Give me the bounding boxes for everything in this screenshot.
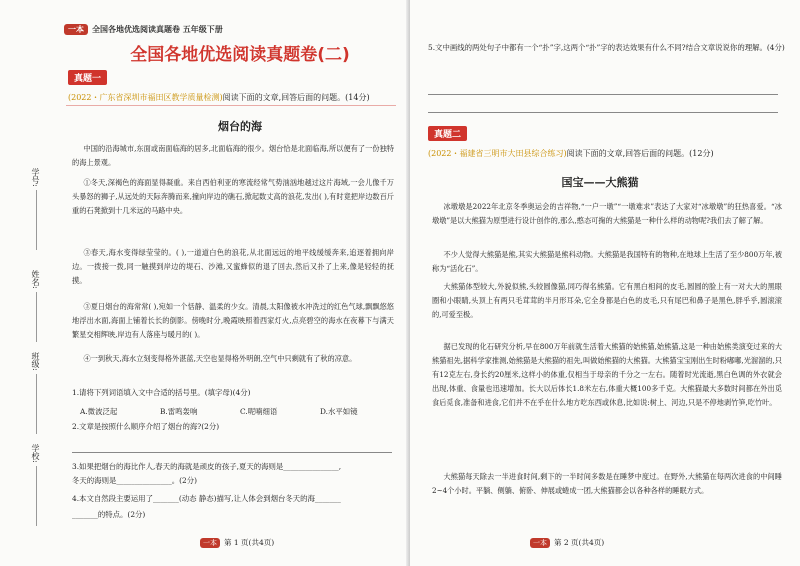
question-1: 1.请将下列词语填入文中合适的括号里。(填字母)(4分) [72,388,251,397]
paragraph-4: ③夏日烟台的海常常( ),宛如一个恬静、温柔的少女。清晨,太阳像被水冲洗过的红色气球,飘飘悠悠地浮出水面,海面上铺着长长的倒影。傍晚时分,晚霞映照着西家灯火,点亮碧空的海水在夜幕下与满天繁星交相辉映,岸边有人落座与暖月的( )。 [72,302,394,339]
answer-line-5a[interactable] [428,94,778,95]
paragraph-1: 中国的沿海城市,东面或南面临海的居多,北面临海的很少。烟台恰是北面临海,所以便有了一份独特的海上景观。 [72,144,394,167]
page-title: 全国各地优选阅读真题卷(二) [130,45,350,65]
school-label: 学校: [31,444,40,463]
article-heading-2: 国宝——大熊猫 [561,176,639,189]
option-c: C.呢喃细语 [240,407,278,416]
option-a: A.微波泛起 [80,407,118,416]
article-heading-1: 烟台的海 [218,120,262,133]
source-1: (2022・广东省深圳市福田区教学质量检测) [68,93,223,102]
paragraph-3: ③春天,海水变得绿莹莹的。( ),一道道白色的浪花,从北面远远的地平线缓缓奔来,追逐着拥向岸边。一拨接一拨,同一触摸到岸边的堤石、沙滩,又蜜蜂似的退了回去,然后又扑了上来,像是轻轻的抚摸。 [72,248,394,285]
name-label: 姓名: [31,270,40,289]
question-5: 5.文中画线的两处句子中都有一个“扑”字,这两个“扑”字的表达效果有什么不同?结合文章说说你的理解。(4分) [428,43,785,52]
question-4-cont: _______的特点。(2分) [72,510,146,519]
paragraph-r2: 不少人觉得大熊猫是熊,其实大熊猫是熊科动物。大熊猫是我国特有的物种,在地球上生活了至少800万年,被称为“活化石”。 [432,250,782,273]
name-line[interactable] [36,292,37,342]
question-3: 3.如果把烟台的海比作人,春天的海就是顽皮的孩子,夏天的海则是_______________, [72,462,342,471]
question-2: 2.文章是按照什么顺序介绍了烟台的海?(2分) [72,422,220,431]
paragraph-5: ④一到秋天,海水立刻变得格外湛蓝,天空也显得格外明朗,空气中只剩就有了秋的凉意。 [83,354,357,363]
header-bar [64,24,223,35]
answer-line-2[interactable] [72,452,392,453]
brand-logo: 一本 [64,24,88,35]
instruction-1: 阅读下面的文章,回答后面的问题。(14分) [222,93,370,102]
class-line[interactable] [36,374,37,434]
source-line-1 [68,92,398,103]
section-badge-1: 真题一 [68,70,107,85]
paragraph-r3: 大熊猫体型较大,外貌似熊,头较圆像猫,同巧得名熊猫。它有黑白相间的皮毛,圆圆的脸上有一对大大的黑眼圈和小眼睛,头顶上有两只毛茸茸的半月形耳朵,它全身都是白色的皮毛,只有尾巴和鼻子是黑色,胖乎乎,圆滚滚的,可爱至极。 [432,282,782,319]
footer-1 [200,537,274,548]
section-badge-2: 真题二 [428,126,467,141]
footer-logo-2: 一本 [530,538,550,548]
option-b: B.雷鸣轰响 [160,407,198,416]
question-4: 4.本文自然段主要运用了_______(动态 静态)描写,让人体会到烟台冬天的海_______ [72,494,341,503]
question-3-cont: 冬天的海则是_______________。(2分) [72,476,198,485]
paragraph-r4: 据已发现的化石研究分析,早在800万年前就生活着大熊猫的始熊猫,始熊猫,这是一种由始熊类演变过来的大熊猫祖先,据科学家推测,始熊猫是大熊猫的祖先,叫做始熊猫的大熊猫。大熊猫宝宝刚出生时粉嘟嘟,光溜溜的,只有12克左右,身长约20厘米,这样小的体重,仅相当于母亲的千分之一左右。随着时光流逝,黑白色调的外衣就会出现,体重、食量也迅速增加。长大以后体长1.8米左右,体重大概100多千克。大熊猫最大多数时间都在外出觅食后觅食,准备和进食,它们并不在乎在什么地方吃东西或休息,比如说:树上、河边,只是不停地剥竹笋,吃竹叶。 [432,342,782,407]
student-id-label: 学号: [31,168,40,187]
answer-line-5b[interactable] [428,112,778,113]
paragraph-r5: 大熊猫每天除去一半进食时间,剩下的一半时间多数是在睡梦中度过。在野外,大熊猫在每两次进食的中间睡2~4个小时。平躺、侧躺、俯卧、伸展或蜷成一团,大熊猫都会以各种各样的睡眠方式。 [432,472,782,495]
instruction-2: 阅读下面的文章,回答后面的问题。(12分) [566,149,714,158]
class-label: 班级: [31,352,40,371]
source-2: (2022・福建省三明市大田县综合练习) [428,149,567,158]
divider [66,105,396,106]
source-line-2 [428,148,788,159]
footer-2 [530,537,604,548]
school-line[interactable] [36,466,37,526]
footer-text-2: 第 2 页(共4页) [554,538,605,547]
footer-text-1: 第 1 页(共4页) [224,538,275,547]
paragraph-2: ①冬天,深褐色的海面显得凝重。来自西伯利亚的寒流经常气势汹汹地越过这片海域,一会儿像千万头暴怒的狮子,从远处的天际奔腾而来,撞向岸边的礁石,掀起数丈高的浪花,发出( ),有时竟把岸边数百斤重的石凳掀到十几米远的马路中央。 [72,178,394,215]
right-page [410,0,800,566]
header-text: 全国各地优选阅读真题卷 五年级下册 [92,24,223,34]
footer-logo-1: 一本 [200,538,220,548]
paragraph-r1: 冰墩墩是2022年北京冬季奥运会的吉祥物,“一户一墩”“一墩难求”表达了大家对“冰墩墩”的狂热喜爱。“冰墩墩”是以大熊猫为原型进行设计创作的,那么,憨态可掬的大熊猫是一种什么样的动物呢?我们去了解了解。 [432,202,782,225]
student-id-line[interactable] [36,190,37,250]
option-d: D.水平如镜 [320,407,358,416]
